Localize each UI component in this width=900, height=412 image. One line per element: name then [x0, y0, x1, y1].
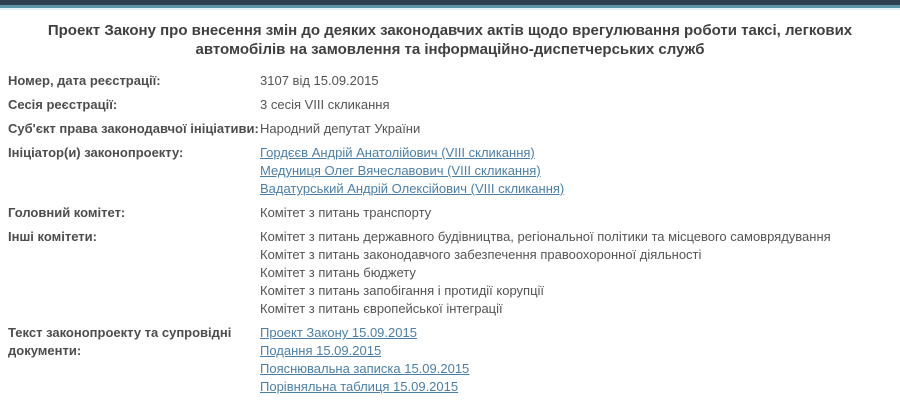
committee-item: Комітет з питань державного будівництва, регіональної політики та місцевого самоврядування: [260, 229, 831, 244]
bill-info-table: [8, 69, 888, 399]
page-title: Проект Закону про внесення змін до деяких законодавчих актів щодо врегулювання роботи таксі, легкових автомобілів на замовлення та інформаційно-диспетчерських служб: [47, 22, 853, 58]
other-committees-list: [260, 225, 888, 321]
session-value: 3 сесія VIII скликання: [260, 97, 390, 112]
documents-list: [260, 321, 888, 399]
table-row-initiators: [8, 141, 888, 201]
table-row-registration: [8, 69, 888, 93]
table-row-session: [8, 93, 888, 117]
initiator-link[interactable]: Гордєєв Андрій Анатолійович (VIII скликання): [260, 145, 535, 160]
other-committees-label: Інші комітети:: [8, 229, 97, 244]
table-row-other-committees: [8, 225, 888, 321]
document-link[interactable]: Проект Закону 15.09.2015: [260, 325, 417, 340]
document-link[interactable]: Подання 15.09.2015: [260, 343, 382, 358]
documents-label: Текст законопроекту та супровідні документи:: [8, 325, 232, 358]
initiator-link[interactable]: Вадатурський Андрій Олексійович (VIII скликання): [260, 181, 565, 196]
main-committee-label: Головний комітет:: [8, 205, 126, 220]
committee-item: Комітет з питань європейської інтеграції: [260, 301, 503, 316]
committee-item: Комітет з питань законодавчого забезпечення правоохоронної діяльності: [260, 247, 702, 262]
table-row-main-committee: [8, 201, 888, 225]
main-committee-value: Комітет з питань транспорту: [260, 205, 432, 220]
subject-value: Народний депутат України: [260, 121, 421, 136]
registration-label: Номер, дата реєстрації:: [8, 73, 161, 88]
initiators-list: [260, 141, 888, 201]
initiator-link[interactable]: Медуниця Олег Вячеславович (VIII скликання): [260, 163, 541, 178]
table-row-initiative-subject: [8, 117, 888, 141]
registration-value: 3107 від 15.09.2015: [260, 73, 379, 88]
top-fade-bar: [0, 8, 900, 10]
subject-label: Суб'єкт права законодавчої ініціативи:: [8, 121, 259, 136]
committee-item: Комітет з питань бюджету: [260, 265, 416, 280]
document-link[interactable]: Пояснювальна записка 15.09.2015: [260, 361, 470, 376]
initiators-label: Ініціатор(и) законопроекту:: [8, 145, 184, 160]
table-row-documents: [8, 321, 888, 399]
session-label: Сесія реєстрації:: [8, 97, 118, 112]
document-link[interactable]: Порівняльна таблиця 15.09.2015: [260, 379, 459, 394]
committee-item: Комітет з питань запобігання і протидії корупції: [260, 283, 545, 298]
